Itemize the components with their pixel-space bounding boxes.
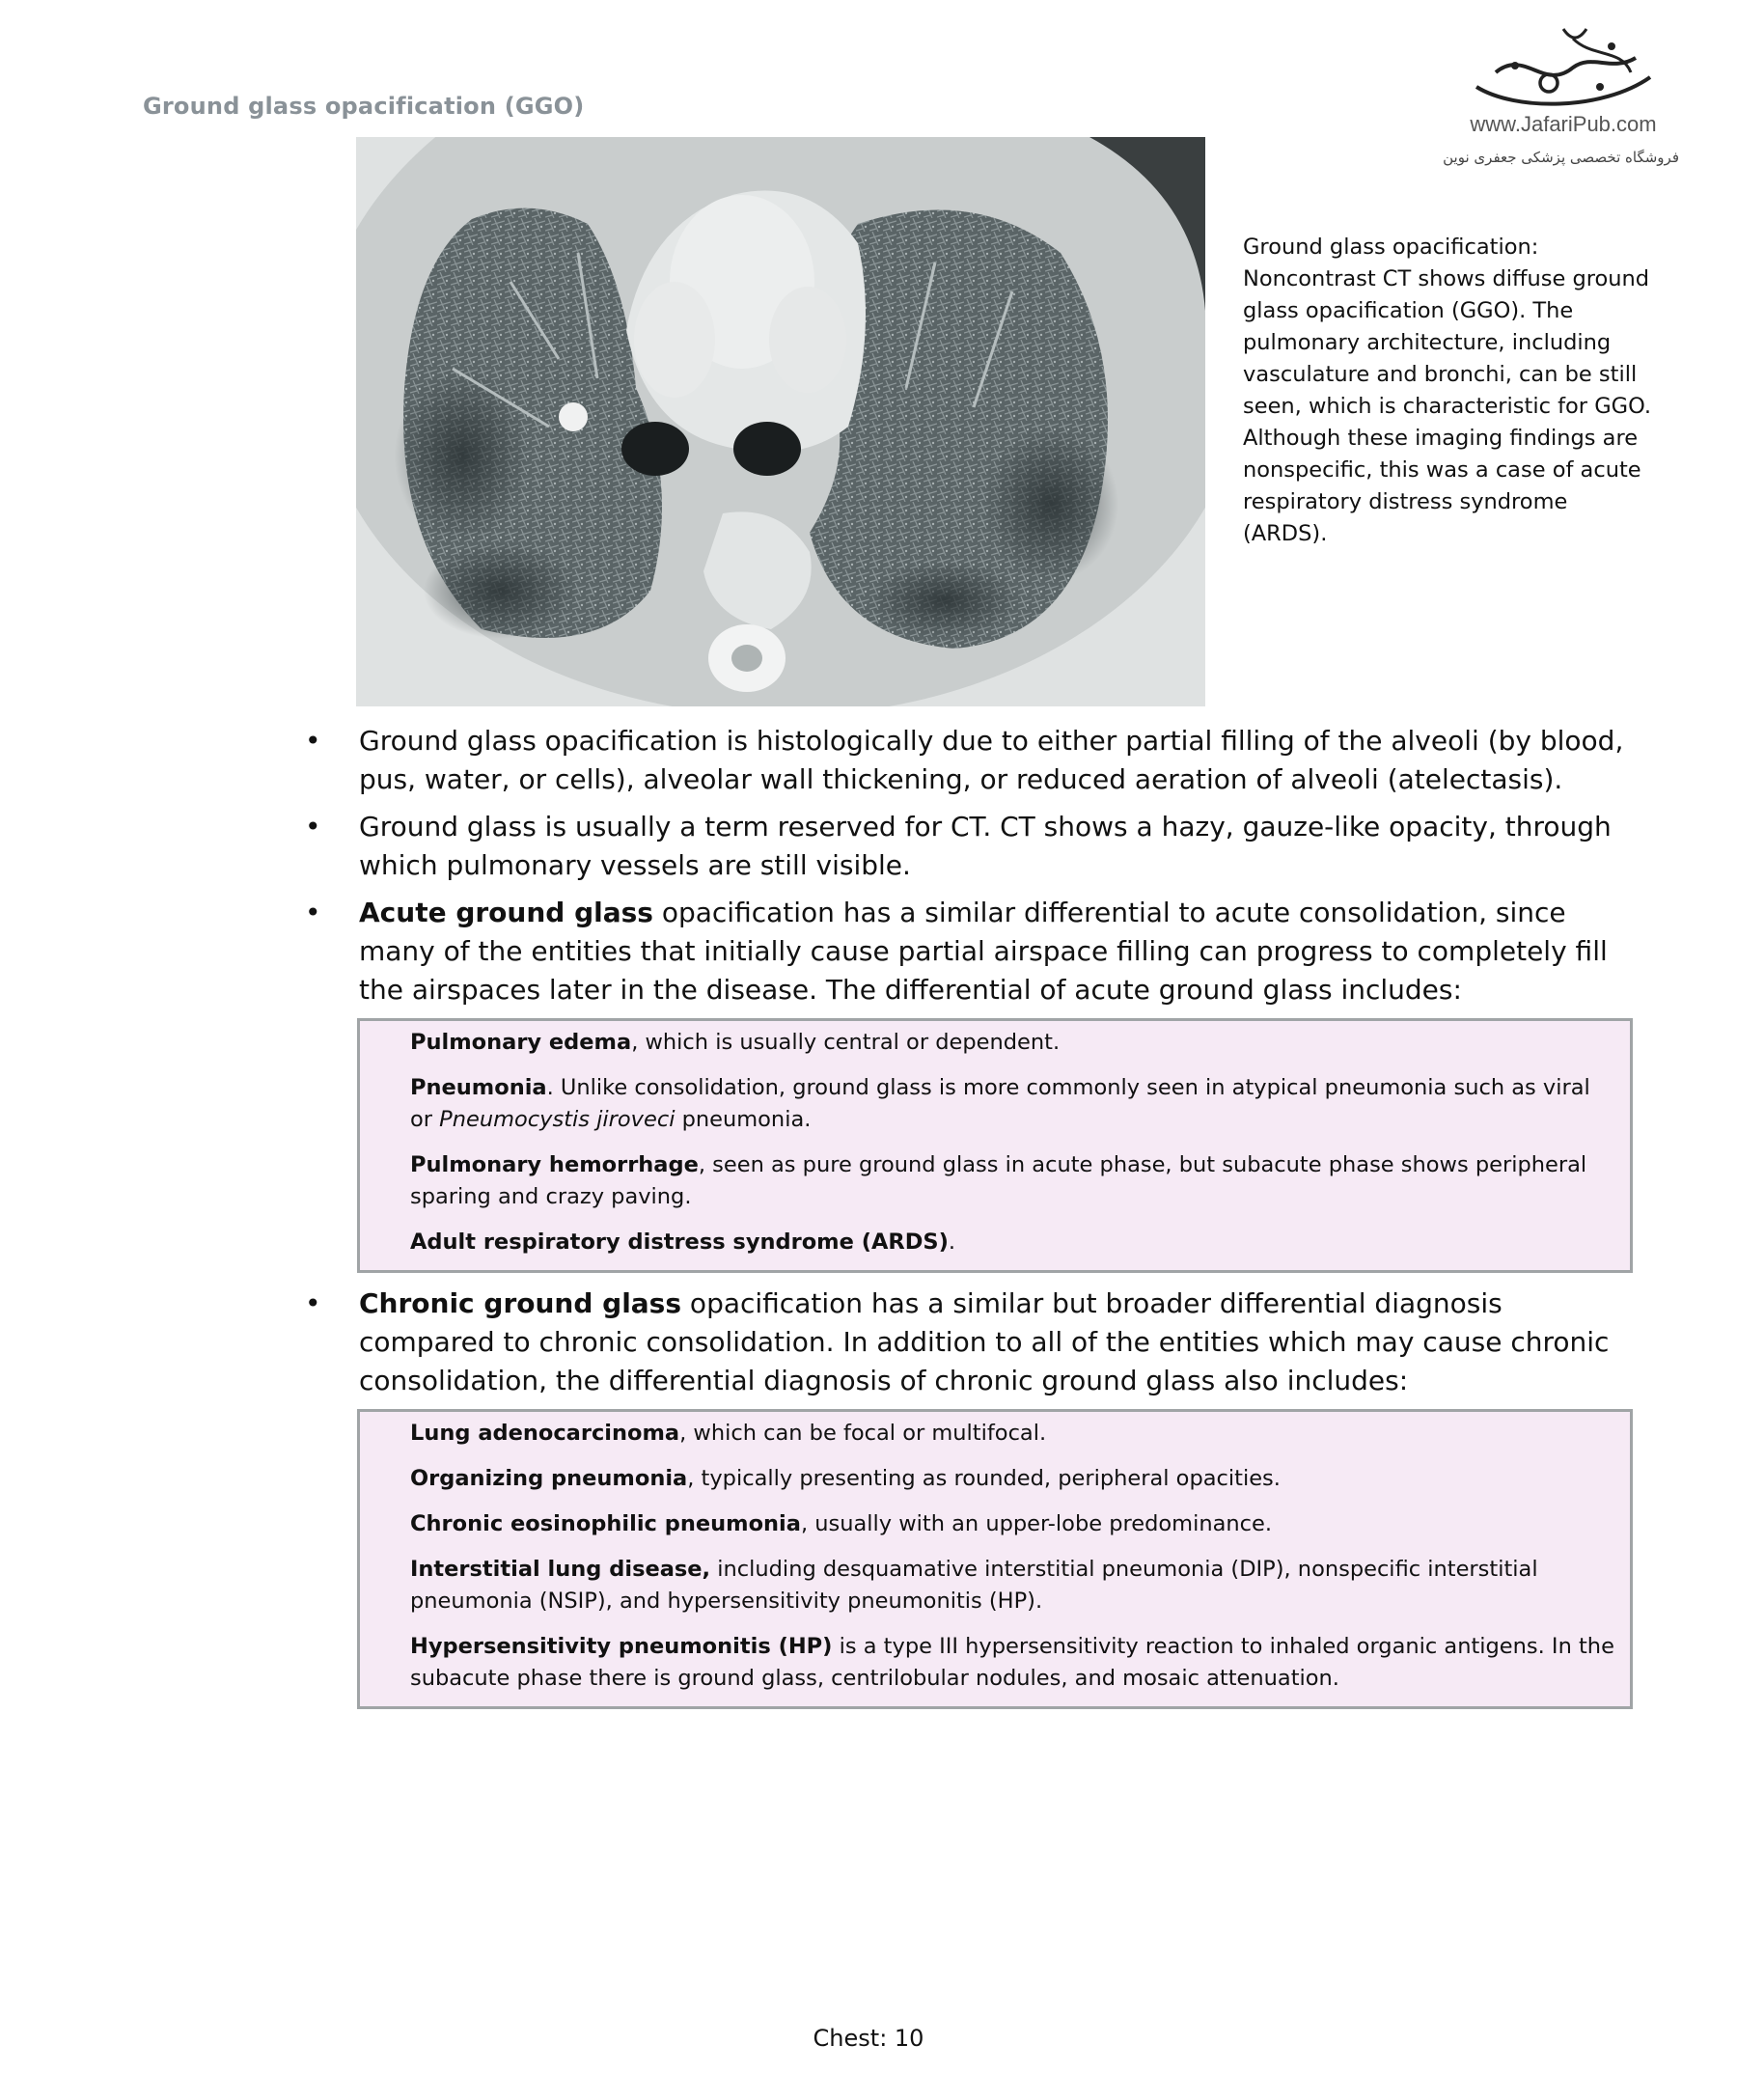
differential-item	[410, 1227, 1618, 1258]
figure-caption: Ground glass opacification: Noncontrast CT shows diffuse ground glass opacification (GGO). The pulmonary architecture, including vasculature and bronchi, can be still seen, which is characteristic for GGO. Although these imaging findings are nonspecific, this was a case of acute respiratory distress syndrome (ARDS).	[1243, 235, 1652, 546]
bullet-text: Ground glass is usually a term reserved for CT. CT shows a hazy, gauze-like opacity, through which pulmonary vessels are still visible.	[359, 811, 1612, 881]
differential-text: including desquamative interstitial pneumonia (DIP), nonspecific interstitial pneumonia (NSIP), and hypersensitivity pneumonitis (HP).	[410, 1557, 1538, 1614]
differential-text: . Unlike consolidation, ground glass is more commonly seen in atypical pneumonia such as viral or	[410, 1075, 1590, 1132]
bullet-text: opacification has a similar differential to acute consolidation, since many of the entities that initially cause partial airspace filling can progress to completely fill the airspaces later in the disease. The differential of acute ground glass includes:	[359, 897, 1608, 1006]
differential-text: , which is usually central or dependent.	[631, 1030, 1061, 1055]
differential-text: pneumonia.	[675, 1107, 812, 1132]
differential-item	[410, 1027, 1618, 1059]
differential-text: , usually with an upper-lobe predominance.	[800, 1511, 1272, 1536]
publisher-tagline: فروشگاه تخصصی پزشکی جعفری نوین	[1443, 149, 1679, 166]
differential-term: Organizing pneumonia	[410, 1466, 688, 1491]
chronic-differential-box	[357, 1409, 1633, 1709]
differential-term: Interstitial lung disease,	[410, 1557, 711, 1582]
differential-item	[410, 1554, 1618, 1617]
differential-item	[410, 1463, 1618, 1495]
differential-term: Lung adenocarcinoma	[410, 1421, 680, 1446]
differential-item	[410, 1418, 1618, 1450]
bullet-icon: •	[305, 811, 321, 843]
bullet-text: Ground glass opacification is histologically due to either partial filling of the alveoli (by blood, pus, water, or cells), alveolar wall thickening, or reduced aeration of alveoli (atelectasis).	[359, 725, 1624, 795]
page-footer-number: Chest: 10	[813, 2025, 924, 2052]
differential-item	[410, 1631, 1618, 1695]
differential-item	[410, 1508, 1618, 1540]
bullet-bold-term: Acute ground glass	[359, 897, 653, 928]
bullet-text: opacification has a similar but broader differential diagnosis compared to chronic consolidation. In addition to all of the entities which may cause chronic consolidation, the differential diagnosis of chronic ground glass also includes:	[359, 1287, 1610, 1396]
differential-text: is a type III hypersensitivity reaction to inhaled organic antigens. In the subacute phase there is ground glass, centrilobular nodules, and mosaic attenuation.	[410, 1634, 1614, 1691]
bullet-item	[301, 722, 1642, 799]
bullet-item	[301, 894, 1642, 1009]
differential-italic-term: Pneumocystis jiroveci	[439, 1107, 676, 1132]
bullet-list	[301, 722, 1642, 1721]
bullet-icon: •	[305, 1287, 321, 1319]
publisher-url: www.JafariPub.com	[1470, 112, 1657, 136]
differential-term: Pulmonary edema	[410, 1030, 632, 1055]
page-header-title: Ground glass opacification (GGO)	[143, 93, 585, 120]
differential-text: , seen as pure ground glass in acute phase, but subacute phase shows peripheral sparing and crazy paving.	[410, 1152, 1587, 1209]
differential-item	[410, 1072, 1618, 1136]
bullet-item	[301, 1285, 1642, 1400]
acute-differential-box	[357, 1018, 1633, 1273]
publisher-block	[1438, 19, 1689, 166]
bullet-icon: •	[305, 897, 321, 928]
differential-term: Chronic eosinophilic pneumonia	[410, 1511, 801, 1536]
differential-term: Pulmonary hemorrhage	[410, 1152, 699, 1177]
bullet-icon: •	[305, 725, 321, 757]
differential-text: , typically presenting as rounded, peripheral opacities.	[687, 1466, 1281, 1491]
bullet-item	[301, 808, 1642, 885]
bullet-bold-term: Chronic ground glass	[359, 1287, 682, 1319]
differential-text: .	[948, 1230, 956, 1255]
differential-item	[410, 1149, 1618, 1213]
differential-term: Pneumonia	[410, 1075, 547, 1100]
differential-term: Adult respiratory distress syndrome (ARDS)	[410, 1230, 949, 1255]
ct-scan-image	[356, 137, 1205, 706]
publisher-logo	[1457, 19, 1669, 116]
differential-text: , which can be focal or multifocal.	[679, 1421, 1047, 1446]
differential-term: Hypersensitivity pneumonitis (HP)	[410, 1634, 833, 1659]
